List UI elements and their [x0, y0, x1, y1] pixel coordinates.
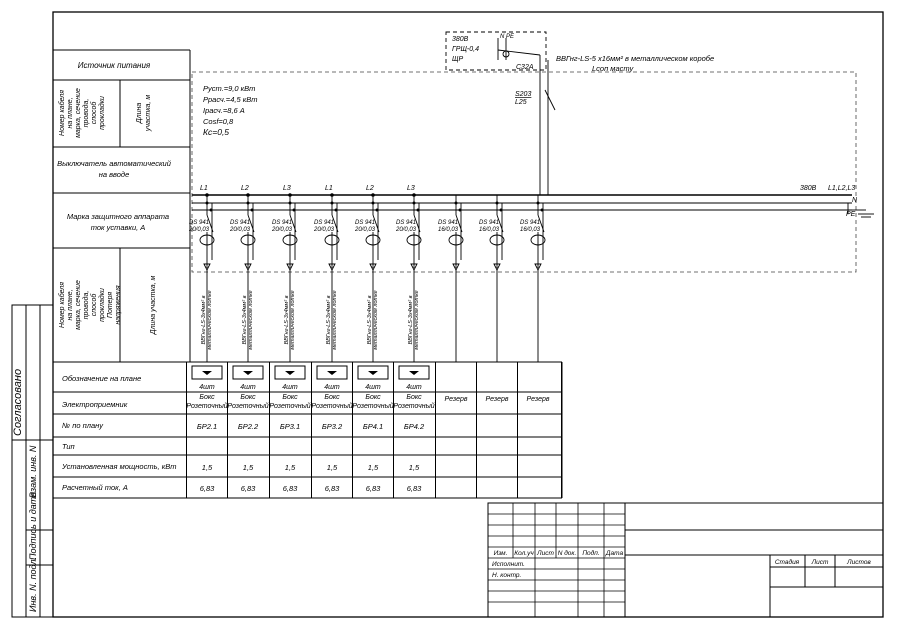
feeder-cable-line: металлическом лотке [207, 290, 213, 350]
feeder-cable-line: ВВГнг-LS-3х4мм² в [284, 295, 290, 345]
protection-line: Марка защитного аппарата [66, 212, 170, 221]
title-header: Лист [537, 550, 554, 557]
consumer-name: Розеточный [311, 403, 353, 410]
row-label: № по плану [62, 421, 103, 430]
supply-cable: ВВГнг-LS-5 х16мм² в металлическом коробе [556, 54, 715, 63]
breaker-model: DS 941 [314, 220, 335, 226]
breaker-rating: 16/0,03 [438, 227, 459, 233]
breaker-model: DS 941 [272, 220, 293, 226]
input-breaker-line: Выключатель автоматический [57, 159, 171, 168]
consumer-qty: 4шт [199, 384, 215, 391]
feeder-1 [186, 185, 227, 493]
title-stage-label: Стадия [774, 559, 800, 566]
stamp-inv-dup: Взам. инв. N [28, 445, 38, 498]
param-p-calc: Ррасч.=4,5 кВт [203, 95, 258, 104]
length-label-bottom [150, 275, 157, 335]
cable-label-bottom [58, 280, 122, 330]
breaker-model: DS 941 [355, 220, 376, 226]
consumer-name: Резерв [444, 396, 468, 403]
row-label: Тип [62, 442, 75, 451]
length-bottom-line: Длина участка, м [150, 275, 157, 335]
protection-device-label [67, 212, 169, 232]
supply-np-label: N PE [500, 34, 515, 40]
cable-bottom-line: прокладки [99, 288, 106, 322]
socket-symbol-icon [368, 371, 378, 375]
feeder-cable-line: металлическом лотке [414, 290, 420, 350]
cable-top-line: провода, [83, 98, 90, 128]
breaker-model: DS 941 [230, 220, 251, 226]
breaker-rating: 16/0,03 [479, 227, 500, 233]
consumer-plan-no: БР4.1 [362, 422, 384, 431]
feeder-cable-line: ВВГнг-LS-3х4мм² в [242, 295, 248, 345]
supply-fuse: С32А [516, 64, 534, 71]
cable-bottom-line: марка, сечение [75, 280, 82, 330]
title-header: Кол.уч [514, 550, 534, 557]
consumer-qty: 4шт [324, 384, 340, 391]
bus-voltage: 380В [800, 185, 817, 192]
consumer-name: Розеточный [269, 403, 311, 410]
feeder-phase: L3 [283, 185, 291, 192]
feeder-phase: L1 [200, 185, 208, 192]
breaker-rating: 16/0,03 [520, 227, 541, 233]
consumer-current: 6,83 [240, 484, 256, 493]
breaker-model: DS 941 [189, 220, 210, 226]
param-p-inst: Руст.=9,0 кВт [203, 84, 256, 93]
feeder-cable-line: ВВГнг-LS-3х4мм² в [201, 295, 207, 345]
consumer-name: Розеточный [352, 403, 394, 410]
row-label: Расчетный ток, А [62, 483, 128, 492]
supply-panel-to: ЩР [452, 56, 464, 63]
cable-top-line: марка, сечение [75, 88, 82, 138]
bus-pe: PE [846, 211, 856, 218]
feeder-phase: L3 [407, 185, 415, 192]
title-header: Подп. [582, 550, 600, 557]
consumer-plan-no: БР4.2 [403, 422, 425, 431]
feeder-cable-line: металлическом лотке [332, 290, 338, 350]
consumer-power: 1,5 [367, 463, 379, 472]
feeder-4 [311, 185, 352, 493]
consumer-current: 6,83 [406, 484, 422, 493]
stamp-inv-orig: Инв. N. подл. [28, 556, 38, 612]
socket-symbol-icon [327, 371, 337, 375]
title-block-small-grid [488, 503, 871, 617]
cable-bottom-line: Номер кабеля [59, 282, 66, 328]
cable-bottom-line: напряжения [115, 285, 122, 325]
consumer-qty: 4шт [406, 384, 422, 391]
feeder-8 [479, 195, 509, 403]
cable-top-line: способ [91, 101, 98, 125]
row-label: Установленная мощность, кВт [62, 462, 177, 471]
consumer-power: 1,5 [326, 463, 338, 472]
consumer-power: 1,5 [201, 463, 213, 472]
feeder-cable-line: ВВГнг-LS-3х4мм² в [367, 295, 373, 345]
param-cos: Cosf=0,8 [203, 117, 234, 126]
breaker-rating: 20/0,03 [272, 227, 293, 233]
breaker-rating: 20/0,03 [314, 227, 335, 233]
feeder-circuits [186, 185, 549, 493]
feeder-cable-line: металлическом лотке [290, 290, 296, 350]
feeder-9 [520, 195, 550, 403]
bus-phases: L1,L2,L3 [828, 185, 856, 192]
socket-symbol-icon [285, 371, 295, 375]
feeder-cable-line: металлическом лотке [248, 290, 254, 350]
cable-bottom-line: Потеря [107, 291, 114, 319]
consumer-current: 6,83 [324, 484, 340, 493]
length-top-line: Длина [136, 102, 143, 124]
socket-symbol-icon [409, 371, 419, 375]
title-role: Н. контр. [492, 572, 522, 579]
socket-symbol-icon [202, 371, 212, 375]
consumer-name: Бокс [365, 394, 381, 401]
feeder-6 [393, 185, 434, 493]
breaker-rating: 20/0,03 [230, 227, 251, 233]
cable-bottom-line: на плане, [67, 289, 74, 321]
feeder-cable-line: ВВГнг-LS-3х4мм² в [408, 295, 414, 345]
consumer-current: 6,83 [282, 484, 298, 493]
cable-label-top [58, 88, 106, 138]
breaker-model: DS 941 [438, 220, 459, 226]
consumer-power: 1,5 [242, 463, 254, 472]
switch-rating: L25 [515, 99, 527, 106]
sheet-frame [53, 12, 883, 617]
title-stage-label: Листов [847, 559, 871, 566]
cable-top-line: Номер кабеля [59, 90, 66, 136]
consumer-name: Розеточный [393, 403, 435, 410]
consumer-name: Бокс [240, 394, 256, 401]
title-role: Исполнит. [492, 561, 525, 568]
feeder-3 [269, 185, 310, 493]
feeder-cable-line: металлическом лотке [373, 290, 379, 350]
bus-n: N [852, 197, 858, 204]
title-stage-label: Лист [811, 559, 829, 566]
consumer-plan-no: БР2.2 [237, 422, 259, 431]
cable-top-line: на плане, [67, 97, 74, 129]
consumer-name: Бокс [406, 394, 422, 401]
consumer-name: Резерв [526, 396, 550, 403]
breaker-rating: 20/0,03 [396, 227, 417, 233]
consumer-name: Бокс [199, 394, 215, 401]
stamp-sign-date: Подпись и дата [28, 491, 38, 560]
stamp-approved: Согласовано [12, 368, 24, 436]
row-label: Обозначение на плане [62, 374, 142, 383]
breaker-model: DS 941 [479, 220, 500, 226]
protection-line: ток уставки, А [90, 223, 146, 232]
consumer-plan-no: БР3.1 [279, 422, 301, 431]
feeder-7 [438, 195, 468, 403]
consumer-plan-no: БР3.2 [321, 422, 343, 431]
feeder-2 [227, 185, 268, 493]
power-source-label: Источник питания [77, 61, 151, 70]
consumer-qty: 4шт [282, 384, 298, 391]
cable-top-line: прокладки [99, 96, 106, 130]
length-top-line: участка, м [145, 94, 152, 132]
consumer-plan-no: БР2.1 [196, 422, 218, 431]
param-kc: Кс=0,5 [203, 127, 230, 137]
consumer-name: Резерв [485, 396, 509, 403]
title-header: Изм. [493, 550, 508, 557]
feeder-phase: L2 [366, 185, 374, 192]
consumer-name: Бокс [324, 394, 340, 401]
row-label: Электроприемник [62, 400, 128, 409]
supply-voltage: 380В [452, 36, 469, 43]
consumer-qty: 4шт [240, 384, 256, 391]
input-breaker-line: на вводе [98, 170, 130, 179]
breaker-rating: 20/0,03 [189, 227, 210, 233]
breaker-model: DS 941 [520, 220, 541, 226]
busbars [192, 195, 874, 217]
cable-bottom-line: провода, [83, 290, 90, 320]
consumer-qty: 4шт [365, 384, 381, 391]
switch-name: S203 [515, 91, 532, 98]
consumer-name: Розеточный [227, 403, 269, 410]
consumer-power: 1,5 [408, 463, 420, 472]
consumer-name: Розеточный [186, 403, 228, 410]
socket-symbol-icon [243, 371, 253, 375]
cable-bottom-line: способ [91, 293, 98, 317]
consumer-power: 1,5 [284, 463, 296, 472]
breaker-model: DS 941 [396, 220, 417, 226]
input-breaker-label [57, 159, 172, 179]
feeder-cable-line: ВВГнг-LS-3х4мм² в [326, 295, 332, 345]
supply-length: Lсоп масту [592, 64, 634, 73]
length-label-top [136, 95, 152, 132]
consumer-current: 6,83 [365, 484, 381, 493]
consumer-name: Бокс [282, 394, 298, 401]
feeder-5 [352, 185, 393, 493]
param-i-calc: Iрасч.=8,6 А [203, 106, 245, 115]
supply-panel-from: ГРЩ-0,4 [452, 46, 479, 53]
title-header: Дата [605, 550, 624, 557]
title-header: N док. [557, 550, 577, 557]
feeder-phase: L2 [241, 185, 249, 192]
breaker-rating: 20/0,03 [355, 227, 376, 233]
consumer-current: 6,83 [199, 484, 215, 493]
feeder-phase: L1 [325, 185, 333, 192]
